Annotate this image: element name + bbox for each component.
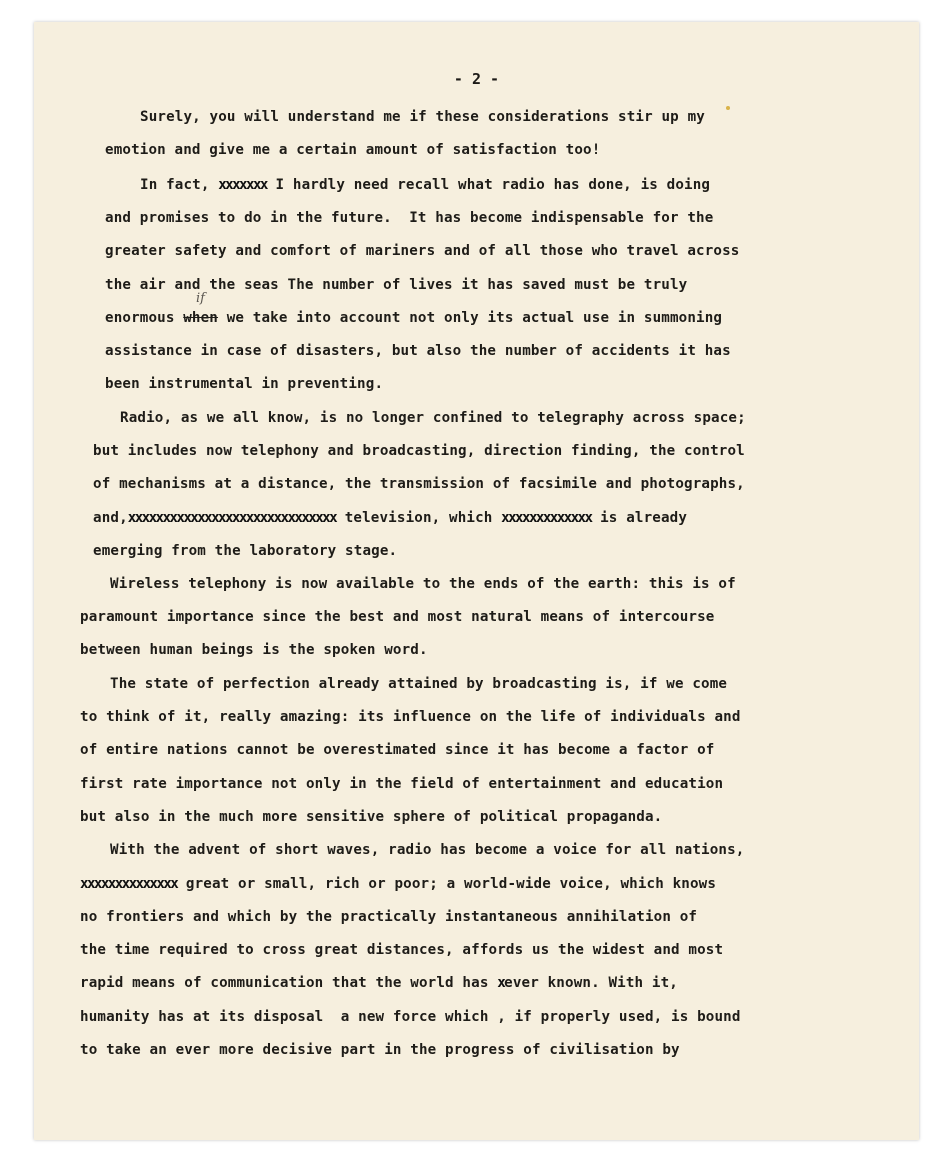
text-segment: the time required to cross great distances, affords us the widest and most xyxy=(80,942,724,958)
text-line xyxy=(80,941,723,959)
text-line xyxy=(110,675,727,693)
text-line xyxy=(93,475,745,493)
text-line xyxy=(140,108,705,126)
text-segment: television, which xyxy=(336,510,502,526)
text-line xyxy=(80,1008,741,1026)
text-line xyxy=(80,908,697,926)
typed-strikeout: xxxxxxxxxxxxx xyxy=(501,510,592,526)
text-segment: the air and the seas The number of lives it has saved must be truly xyxy=(105,277,688,293)
text-segment: With the advent of short waves, radio has become a voice for all nations, xyxy=(110,842,745,858)
text-line xyxy=(140,176,710,194)
text-segment: and promises to do in the future. It has become indispensable for the xyxy=(105,210,714,226)
text-line xyxy=(80,741,715,759)
text-line xyxy=(80,1041,680,1059)
text-segment: between human beings is the spoken word. xyxy=(80,642,428,658)
text-segment: to take an ever more decisive part in the progress of civilisation by xyxy=(80,1042,680,1058)
typed-strikeout: xxxxxxxxxxxxxxxxxxxxxxxxxxxxxx xyxy=(127,510,337,526)
text-line xyxy=(105,276,687,294)
text-segment: I hardly need recall what radio has done, is doing xyxy=(266,177,711,193)
text-line xyxy=(93,509,687,527)
text-segment: The state of perfection already attained by broadcasting is, if we come xyxy=(110,676,728,692)
letter-body xyxy=(34,22,919,1140)
text-segment: is already xyxy=(591,510,688,526)
typed-strikeout: xxxxxxx xyxy=(218,177,267,193)
text-segment: great or small, rich or poor; a world-wide voice, which knows xyxy=(177,876,717,892)
text-segment: Surely, you will understand me if these considerations stir up my xyxy=(140,109,705,125)
typed-strikeout: x xyxy=(497,975,505,991)
text-segment: no frontiers and which by the practically instantaneous annihilation of xyxy=(80,909,698,925)
text-line xyxy=(105,209,713,227)
text-segment: but also in the much more sensitive sphere of political propaganda. xyxy=(80,809,663,825)
text-segment: emotion and give me a certain amount of satisfaction too! xyxy=(105,142,601,158)
text-segment: In fact, xyxy=(140,177,219,193)
text-line xyxy=(120,409,746,427)
text-segment: paramount importance since the best and most natural means of intercourse xyxy=(80,609,715,625)
text-segment: first rate importance not only in the field of entertainment and education xyxy=(80,776,724,792)
text-line xyxy=(80,708,741,726)
text-segment: to think of it, really amazing: its influence on the life of individuals and xyxy=(80,709,741,725)
text-segment: humanity has at its disposal a new force which , if properly used, is bound xyxy=(80,1009,741,1025)
text-line xyxy=(105,309,722,327)
text-segment: but includes now telephony and broadcasting, direction finding, the control xyxy=(93,443,745,459)
text-segment: Radio, as we all know, is no longer confined to telegraphy across space; xyxy=(120,410,746,426)
text-segment: ever known. With it, xyxy=(504,975,678,991)
text-segment: Wireless telephony is now available to the ends of the earth: this is of xyxy=(110,576,736,592)
page-number: - 2 - xyxy=(453,70,500,88)
text-line xyxy=(105,242,740,260)
text-segment: and, xyxy=(93,510,128,526)
text-line xyxy=(105,141,600,159)
text-line xyxy=(93,442,745,460)
text-line xyxy=(110,575,736,593)
text-segment: rapid means of communication that the world has xyxy=(80,975,498,991)
text-segment: of mechanisms at a distance, the transmission of facsimile and photographs, xyxy=(93,476,745,492)
text-segment: of entire nations cannot be overestimated since it has become a factor of xyxy=(80,742,715,758)
typewritten-page xyxy=(34,22,919,1140)
text-line xyxy=(80,641,428,659)
typed-strikeout: xxxxxxxxxxxxxx xyxy=(80,876,178,892)
text-line xyxy=(80,974,678,992)
text-segment: we take into account not only its actual use in summoning xyxy=(218,310,723,326)
text-line xyxy=(80,775,723,793)
text-segment: been instrumental in preventing. xyxy=(105,376,384,392)
text-line xyxy=(80,808,662,826)
handwritten-insertion: if xyxy=(196,291,205,306)
text-segment: emerging from the laboratory stage. xyxy=(93,543,398,559)
text-line xyxy=(80,608,715,626)
text-segment: enormous xyxy=(105,310,184,326)
text-segment: greater safety and comfort of mariners and of all those who travel across xyxy=(105,243,740,259)
text-line xyxy=(80,875,716,893)
text-line xyxy=(93,542,397,560)
text-line xyxy=(105,375,383,393)
struck-word: when xyxy=(183,310,219,326)
text-line xyxy=(110,841,745,859)
text-segment: assistance in case of disasters, but also the number of accidents it has xyxy=(105,343,731,359)
paper-stain xyxy=(726,106,730,110)
text-line xyxy=(105,342,731,360)
